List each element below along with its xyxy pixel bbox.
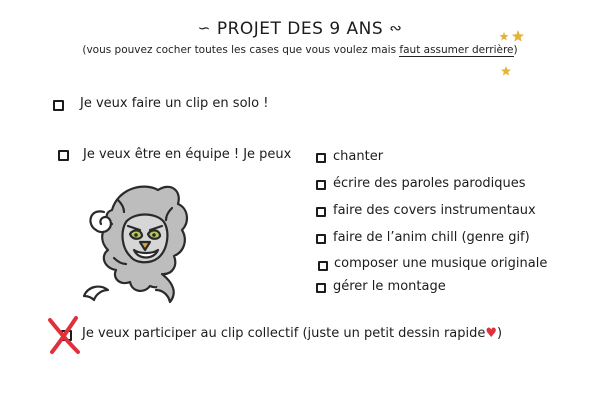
option-label-anim: faire de l’anim chill (genre gif) — [333, 230, 530, 245]
star-icon — [501, 66, 511, 76]
title-text: PROJET DES 9 ANS — [216, 19, 384, 39]
option-label-chanter: chanter — [333, 149, 384, 164]
option-label-paroles: écrire des paroles parodiques — [333, 176, 526, 191]
checkbox-option-montage[interactable] — [316, 283, 326, 293]
subtitle-suffix: ) — [513, 44, 518, 56]
star-icon — [512, 30, 524, 42]
star-icon — [500, 32, 509, 41]
stars-decoration — [496, 28, 530, 80]
squiggle-right-icon: ∾ — [389, 19, 403, 37]
option-label-composer: composer une musique originale — [334, 256, 548, 271]
heart-icon: ♥ — [485, 326, 498, 341]
subtitle-underlined: faut assumer derrière — [399, 44, 514, 56]
option-label-montage: gérer le montage — [333, 279, 446, 294]
label-collective-text: Je veux participer au clip collectif (juste un petit dessin rapide — [82, 326, 486, 341]
checkbox-option-paroles[interactable] — [316, 180, 326, 190]
option-label-covers: faire des covers instrumentaux — [333, 203, 536, 218]
squiggle-left-icon: ∽ — [197, 19, 211, 37]
subtitle-prefix: (vous pouvez cocher toutes les cases que vous voulez mais — [82, 44, 400, 56]
checkbox-option-covers[interactable] — [316, 207, 326, 217]
checkbox-option-anim[interactable] — [316, 234, 326, 244]
label-team: Je veux être en équipe ! Je peux — [83, 147, 292, 162]
checkbox-team[interactable] — [58, 150, 69, 161]
red-x-checkmark-icon — [44, 314, 84, 356]
checkbox-solo[interactable] — [53, 100, 64, 111]
label-collective — [82, 326, 502, 341]
checkbox-option-composer[interactable] — [318, 261, 328, 271]
checkbox-option-chanter[interactable] — [316, 153, 326, 163]
label-collective-close: ) — [497, 326, 503, 341]
label-solo: Je veux faire un clip en solo ! — [80, 96, 269, 111]
creature-illustration — [74, 178, 214, 318]
